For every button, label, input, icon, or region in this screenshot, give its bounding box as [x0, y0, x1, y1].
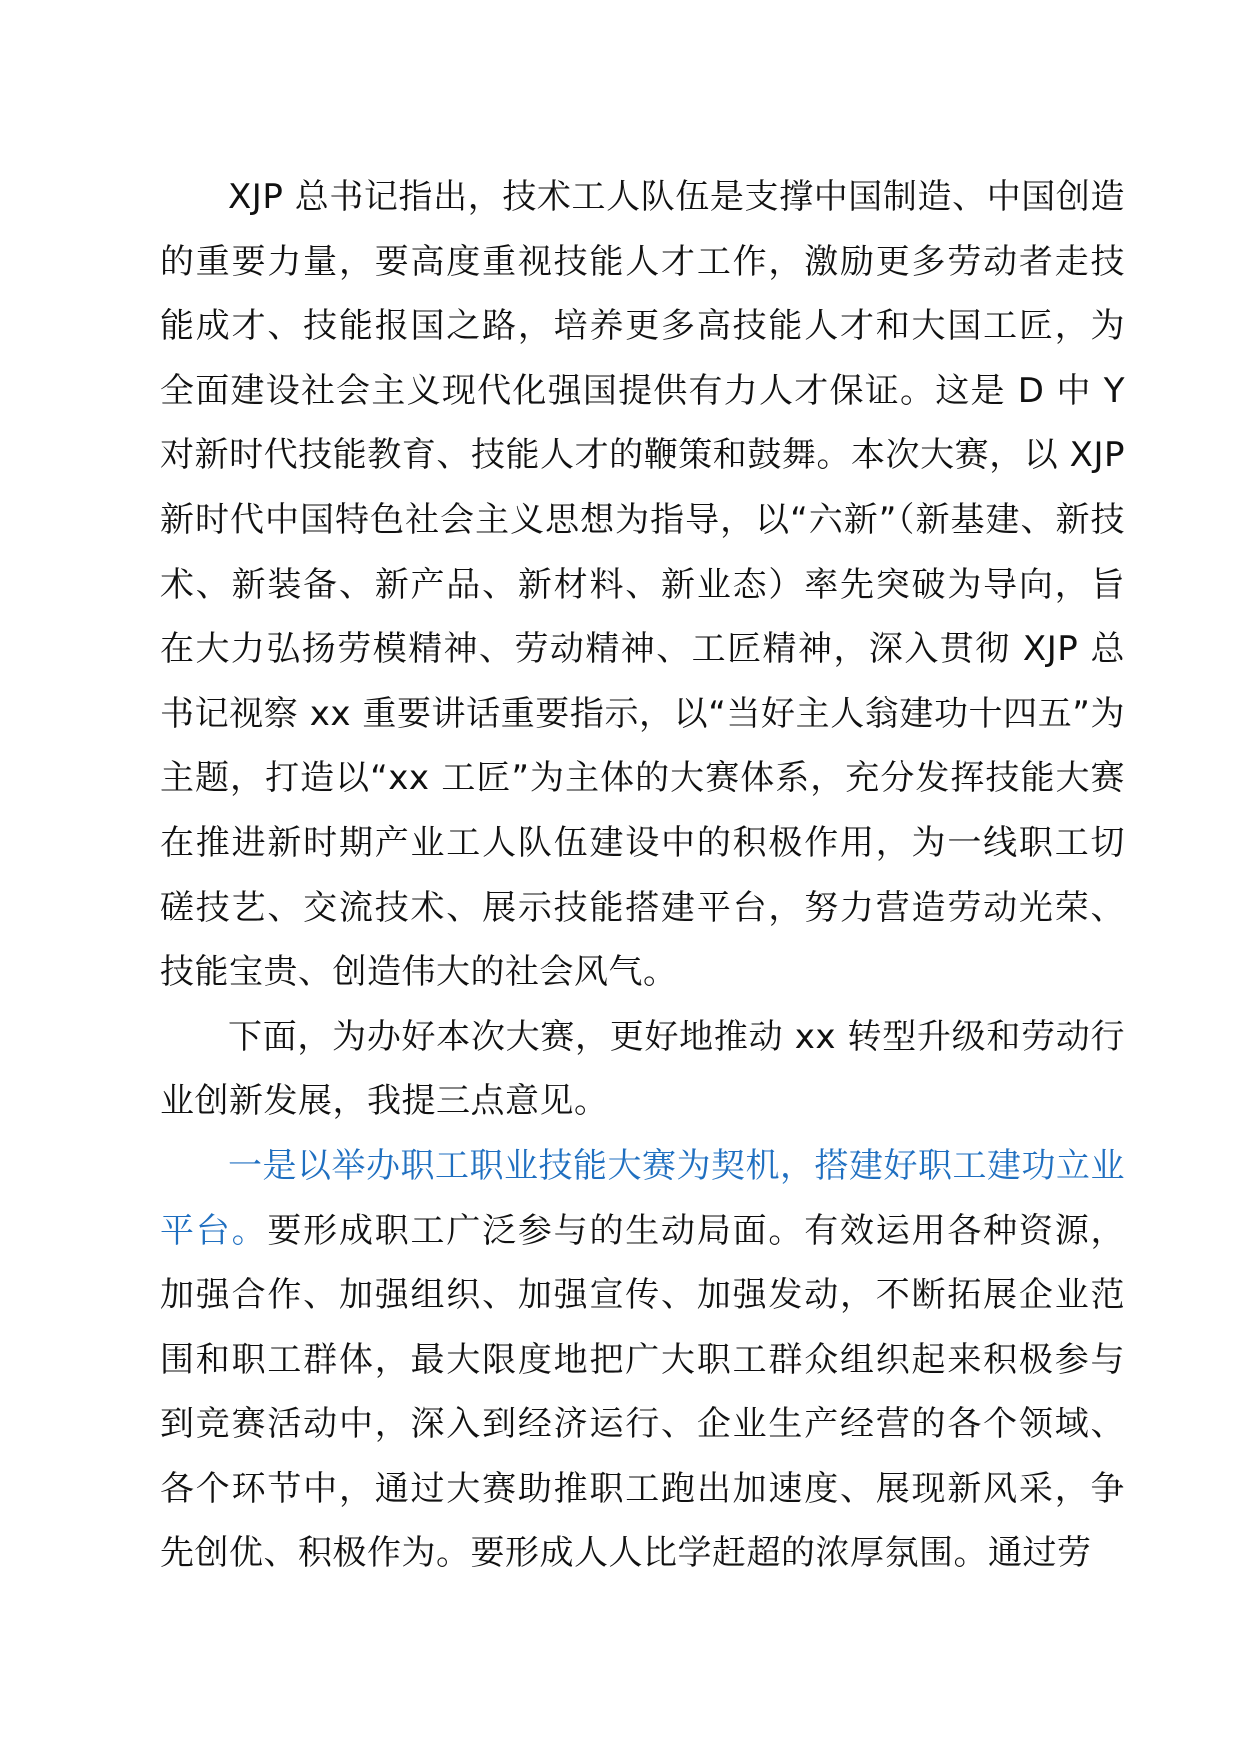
paragraph-transition: 下面，为办好本次大赛，更好地推动 xx 转型升级和劳动行业创新发展，我提三点意见。	[160, 1016, 1125, 1122]
point-1-heading: 一是以举办职工职业技能大赛为契机，搭建好职工建功立业平台。	[160, 1145, 1125, 1251]
paragraph-point-1	[160, 1134, 1125, 1586]
point-1-body: 要形成职工广泛参与的生动局面。有效运用各种资源，加强合作、加强组织、加强宣传、加强发动，不断拓展企业范围和职工群体，最大限度地把广大职工群众组织起来积极参与到竞赛活动中，深入到经济运行、企业生产经营的各个领域、各个环节中，通过大赛助推职工跑出加速度、展现新风采，争先创优、积极作为。要形成人人比学赶超的浓厚氛围。通过劳	[160, 1210, 1126, 1574]
document-page	[160, 165, 1125, 1586]
paragraph-intro: XJP 总书记指出，技术工人队伍是支撑中国制造、中国创造的重要力量，要高度重视技能人才工作，激励更多劳动者走技能成才、技能报国之路，培养更多高技能人才和大国工匠，为全面建设社会主义现代化强国提供有力人才保证。这是 D 中 Y 对新时代技能教育、技能人才的鞭策和鼓舞。本次大赛，以 XJP 新时代中国特色社会主义思想为指导，以“六新”（新基建、新技术、新装备、新产品、新材料、新业态）率先突破为导向，旨在大力弘扬劳模精神、劳动精神、工匠精神，深入贯彻 XJP 总书记视察 xx 重要讲话重要指示，以“当好主人翁建功十四五”为主题，打造以“xx 工匠”为主体的大赛体系，充分发挥技能大赛在推进新时期产业工人队伍建设中的积极作用，为一线职工切磋技艺、交流技术、展示技能搭建平台，努力营造劳动光荣、技能宝贵、创造伟大的社会风气。	[160, 177, 1125, 993]
